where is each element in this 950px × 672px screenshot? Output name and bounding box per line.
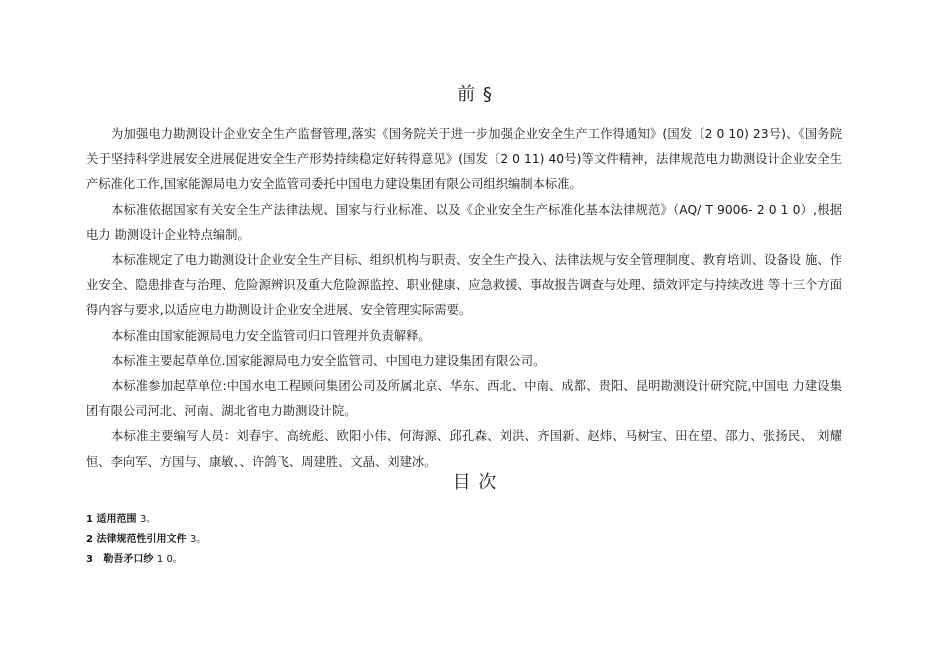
toc-entry[interactable] xyxy=(86,530,486,550)
toc-entry-page: 3。 xyxy=(139,514,157,525)
toc-entry-number: 1 xyxy=(86,514,93,525)
toc-entry-number: 2 xyxy=(86,534,93,545)
toc-entry[interactable] xyxy=(86,550,486,570)
toc-entry[interactable] xyxy=(86,510,486,530)
toc-entry-page: 3。 xyxy=(189,534,207,545)
toc-entry-label: 适用范围 xyxy=(96,514,137,525)
toc-entry-page: 1 0。 xyxy=(156,554,183,565)
table-of-contents xyxy=(86,510,486,570)
foreword-paragraph: 本标准依据国家有关安全生产法律法规、国家与行业标准、以及《企业安全生产标准化基本法律规范》（AQ/ T 9006- 2 0 1 0）,根据电力 勘测设计企业特点编制。 xyxy=(86,202,842,242)
foreword-title: 前 § xyxy=(457,84,493,105)
foreword-paragraph: 本标准由国家能源局电力安全监管司归口管理并负责解释。 xyxy=(111,328,431,343)
foreword-paragraph: 本标准主要编写人员：刘春宇、高统彪、欧阳小伟、何海源、邱孔森、刘洪、齐国新、赵炜、马树宝、田在望、邵力、张扬民、 刘耀恒、李向军、方国与、康敏、、许鸽飞、周建胜、文晶、刘建冰。 xyxy=(86,429,842,469)
toc-entry-label: 法律规范性引用文件 xyxy=(96,534,187,545)
foreword-paragraph: 为加强电力勘测设计企业安全生产监督管理,落实《国务院关于进一步加强企业安全生产工作得通知》(国发〔2 0 10) 23号)、《国务院关于坚持科学进展安全进展促进安全生产形势持续稳定好转得意见》(国发〔2 0 11) 40号)等文件精神，法律规范电力勘测设计企业安全生产标准化工作,国家能源局电力安全监管司委托中国电力建设集团有限公司组织编制本标准。 xyxy=(86,127,842,192)
foreword-paragraph: 本标准主要起草单位.国家能源局电力安全监管司、中国电力建设集团有限公司。 xyxy=(111,353,546,368)
foreword-paragraph: 本标准参加起草单位:中国水电工程顾问集团公司及所属北京、华东、西北、中南、成都、贵阳、昆明勘测设计研究院,中国电 力建设集团有限公司河北、河南、湖北省电力勘测设计院。 xyxy=(86,379,842,419)
toc-entry-number: 3 xyxy=(86,554,93,565)
toc-entry-label: 勒吾矛口纱 xyxy=(96,554,154,565)
foreword-paragraph: 本标准规定了电力勘测设计企业安全生产目标、组织机构与职责、安全生产投入、法律法规与安全管理制度、教育培训、设备设 施、作业安全、隐患排查与治理、危险源辨识及重大危险源监控、职业健康、应急救援、事故报告调查与处理、绩效评定与持续改进 等十三个方面得内容与要求,以适应电力勘测设计企业安全进展、安全管理实际需要。 xyxy=(86,253,842,318)
foreword-body xyxy=(86,122,842,475)
toc-title: 目 次 xyxy=(452,472,498,493)
